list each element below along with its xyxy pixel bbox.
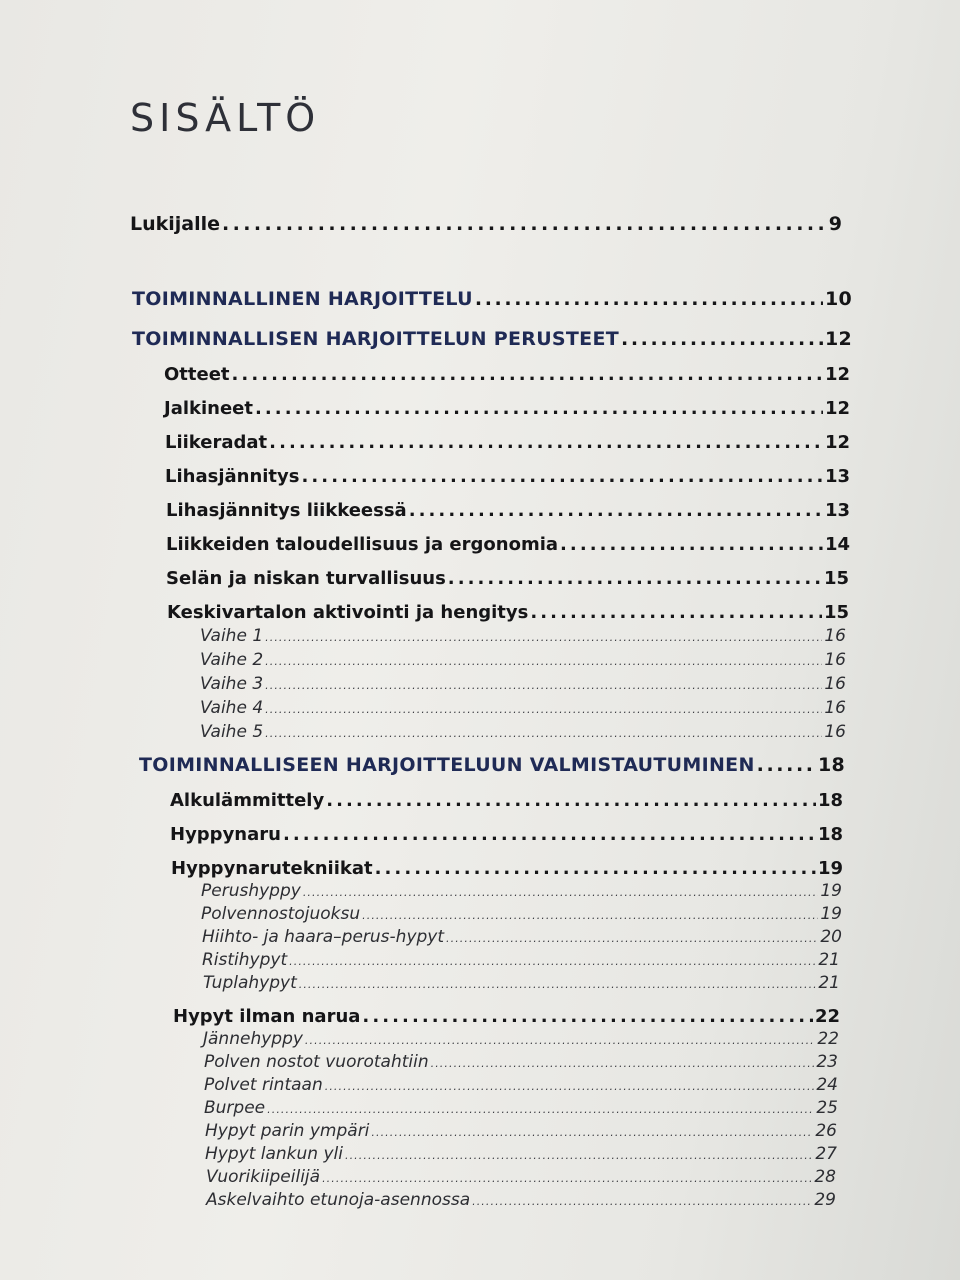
toc-entry-page-number: 28 — [814, 1167, 836, 1187]
toc-entry — [132, 328, 852, 350]
toc-entry-page-number: 27 — [815, 1144, 837, 1164]
toc-entry-label: Vaihe 4 — [200, 698, 264, 718]
toc-entry-label: TOIMINNALLISEEN HARJOITTELUUN VALMISTAUTUMINEN — [139, 754, 755, 776]
dot-leader — [560, 534, 823, 555]
toc-entry-page-number: 18 — [817, 754, 845, 776]
toc-entry-page-number: 13 — [824, 466, 850, 487]
toc-entry-label: Keskivartalon aktivointi ja hengitys — [167, 602, 529, 623]
toc-entry — [204, 1052, 838, 1072]
toc-entry-page-number: 20 — [820, 927, 842, 947]
toc-entry — [205, 1121, 837, 1141]
toc-entry-label: Polvet rintaan — [204, 1075, 323, 1095]
toc-entry-label: Vuorikiipeilijä — [206, 1167, 321, 1187]
toc-entry — [201, 904, 842, 924]
toc-entry-label: Burpee — [204, 1098, 266, 1118]
toc-entry-page-number: 12 — [824, 364, 850, 385]
toc-entry-page-number: 15 — [823, 568, 849, 589]
dot-leader — [345, 1149, 813, 1162]
toc-entry-page-number: 9 — [828, 213, 842, 235]
dot-leader — [371, 1126, 813, 1139]
toc-entry-label: Polvennostojuoksu — [201, 904, 361, 924]
toc-entry — [173, 1006, 840, 1027]
toc-entry-page-number: 16 — [824, 674, 846, 694]
toc-entry-page-number: 13 — [824, 500, 850, 521]
toc-entry-page-number: 25 — [816, 1098, 838, 1118]
toc-entry — [200, 626, 846, 646]
toc-entry-label: Vaihe 3 — [200, 674, 264, 694]
dot-leader — [305, 1034, 815, 1047]
toc-entry-page-number: 21 — [818, 950, 840, 970]
dot-leader — [362, 1006, 813, 1027]
toc-entry-page-number: 19 — [820, 904, 842, 924]
dot-leader — [448, 568, 822, 589]
dot-leader — [267, 1103, 814, 1116]
toc-entry — [203, 973, 840, 993]
dot-leader — [265, 655, 822, 668]
toc-entry-label: Hypyt parin ympäri — [205, 1121, 370, 1141]
dot-leader — [299, 978, 817, 991]
dot-leader — [265, 727, 822, 740]
toc-entry-page-number: 22 — [817, 1029, 839, 1049]
toc-entry-page-number: 18 — [817, 824, 843, 845]
toc-entry-page-number: 23 — [816, 1052, 838, 1072]
dot-leader — [269, 432, 823, 453]
dot-leader — [265, 679, 822, 692]
toc-entry — [166, 568, 849, 589]
dot-leader — [265, 631, 822, 644]
toc-entry — [130, 213, 842, 235]
dot-leader — [757, 754, 816, 776]
toc-entry-label: Alkulämmittely — [170, 790, 325, 811]
toc-entry-label: Polven nostot vuorotahtiin — [204, 1052, 429, 1072]
toc-entry-page-number: 19 — [820, 881, 842, 901]
page-title: SISÄLTÖ — [130, 96, 321, 140]
dot-leader — [283, 824, 816, 845]
toc-entry — [139, 754, 845, 776]
toc-entry-label: TOIMINNALLINEN HARJOITTELU — [132, 288, 473, 310]
toc-entry-label: Vaihe 1 — [200, 626, 264, 646]
toc-entry — [167, 602, 849, 623]
dot-leader — [409, 500, 823, 521]
toc-entry-label: Askelvaihto etunoja-asennossa — [206, 1190, 471, 1210]
toc-entry — [201, 881, 842, 901]
dot-leader — [303, 886, 819, 899]
toc-entry-label: Hiihto- ja haara–perus-hypyt — [202, 927, 445, 947]
toc-entry — [164, 398, 850, 419]
toc-entry — [200, 698, 846, 718]
toc-entry — [206, 1190, 836, 1210]
toc-entry-page-number: 26 — [815, 1121, 837, 1141]
toc-entry-page-number: 16 — [824, 722, 846, 742]
toc-entry-page-number: 14 — [824, 534, 850, 555]
dot-leader — [472, 1195, 812, 1208]
toc-entry-page-number: 12 — [824, 432, 850, 453]
toc-entry — [171, 858, 843, 879]
toc-entry — [164, 364, 850, 385]
toc-entry — [200, 674, 846, 694]
toc-entry-label: Otteet — [164, 364, 230, 385]
dot-leader — [265, 703, 822, 716]
toc-entry — [166, 534, 850, 555]
toc-entry — [132, 288, 852, 310]
toc-entry-page-number: 12 — [824, 328, 852, 350]
dot-leader — [375, 858, 816, 879]
dot-leader — [301, 466, 822, 487]
toc-entry — [165, 466, 850, 487]
toc-entry-label: Vaihe 2 — [200, 650, 264, 670]
dot-leader — [530, 602, 822, 623]
toc-entry — [203, 1029, 839, 1049]
toc-entry-label: TOIMINNALLISEN HARJOITTELUN PERUSTEET — [132, 328, 619, 350]
toc-entry — [202, 927, 842, 947]
toc-entry-label: Ristihypyt — [202, 950, 288, 970]
toc-entry-page-number: 16 — [824, 650, 846, 670]
toc-entry — [202, 950, 840, 970]
toc-entry — [206, 1167, 836, 1187]
toc-entry — [205, 1144, 837, 1164]
toc-entry-page-number: 16 — [824, 626, 846, 646]
toc-entry-page-number: 18 — [817, 790, 843, 811]
toc-entry-label: Lihasjännitys liikkeessä — [166, 500, 407, 521]
dot-leader — [232, 364, 823, 385]
toc-entry-label: Lihasjännitys — [165, 466, 300, 487]
toc-entry-label: Lukijalle — [130, 213, 221, 235]
toc-entry-label: Hyppynaru — [170, 824, 281, 845]
toc-entry-label: Tuplahypyt — [203, 973, 297, 993]
toc-entry-page-number: 22 — [814, 1006, 840, 1027]
toc-entry — [166, 500, 850, 521]
dot-leader — [446, 932, 818, 945]
toc-entry-page-number: 29 — [814, 1190, 836, 1210]
toc-entry-page-number: 16 — [824, 698, 846, 718]
toc-entry-label: Jalkineet — [164, 398, 253, 419]
dot-leader — [362, 909, 818, 922]
dot-leader — [289, 955, 816, 968]
toc-entry-label: Selän ja niskan turvallisuus — [166, 568, 446, 589]
dot-leader — [326, 790, 816, 811]
toc-entry — [204, 1098, 838, 1118]
toc-entry-label: Jännehyppy — [203, 1029, 303, 1049]
toc-entry — [165, 432, 850, 453]
dot-leader — [255, 398, 823, 419]
toc-entry-page-number: 12 — [824, 398, 850, 419]
toc-entry-page-number: 24 — [816, 1075, 838, 1095]
dot-leader — [621, 328, 823, 350]
toc-entry-label: Hypyt lankun yli — [205, 1144, 343, 1164]
toc-entry-label: Liikkeiden taloudellisuus ja ergonomia — [166, 534, 559, 555]
toc-entry — [170, 824, 843, 845]
toc-entry — [204, 1075, 838, 1095]
toc-entry — [200, 650, 846, 670]
dot-leader — [222, 213, 827, 235]
toc-entry-label: Liikeradat — [165, 432, 268, 453]
toc-entry-page-number: 10 — [824, 288, 852, 310]
toc-entry — [200, 722, 846, 742]
dot-leader — [325, 1080, 815, 1093]
toc-entry-label: Vaihe 5 — [200, 722, 264, 742]
toc-entry-label: Hyppynarutekniikat — [171, 858, 373, 879]
dot-leader — [431, 1057, 815, 1070]
toc-entry-page-number: 19 — [817, 858, 843, 879]
toc-entry-page-number: 15 — [823, 602, 849, 623]
toc-entry — [170, 790, 843, 811]
toc-entry-label: Hypyt ilman narua — [173, 1006, 361, 1027]
dot-leader — [475, 288, 823, 310]
dot-leader — [322, 1172, 812, 1185]
toc-entry-page-number: 21 — [818, 973, 840, 993]
toc-entry-label: Perushyppy — [201, 881, 301, 901]
